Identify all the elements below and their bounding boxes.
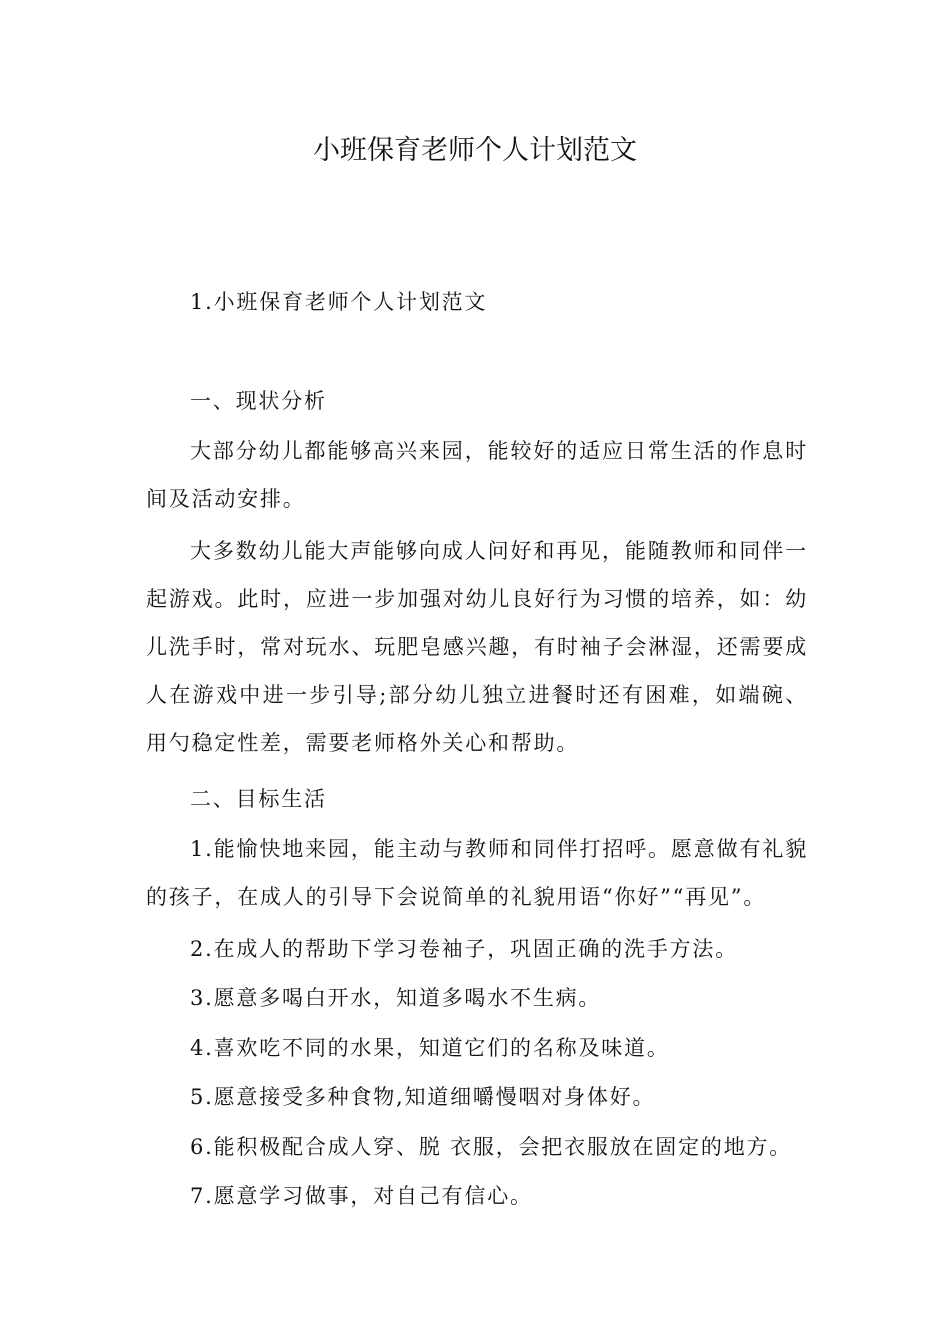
goal-item: 5.愿意接受多种食物,知道细嚼慢咽对身体好。 [190,1085,656,1109]
goal-item: 7.愿意学习做事，对自己有信心。 [190,1184,533,1208]
goal-item: 2.在成人的帮助下学习卷袖子，巩固正确的洗手方法。 [190,937,739,961]
part1-paragraph: 大多数幼儿能大声能够向成人问好和再见，能随教师和同伴一起游戏。此时，应进一步加强对幼儿良好行为习惯的培养，如：幼儿洗手时，常对玩水、玩肥皂感兴趣，有时袖子会淋湿，还需要成人在游戏中进一步引导;部分幼儿独立进餐时还有困难，如端碗、用勺稳定性差，需要老师格外关心和帮助。 [146,539,808,755]
goal-item: 6.能积极配合成人穿、脱 衣服，会把衣服放在固定的地方。 [190,1135,793,1159]
goal-item: 3.愿意多喝白开水，知道多喝水不生病。 [190,986,602,1010]
section-heading: 1.小班保育老师个人计划范文 [190,290,488,314]
part2-heading: 二、目标生活 [190,787,327,811]
part1-heading: 一、现状分析 [190,389,327,413]
goal-item: 4.喜欢吃不同的水果，知道它们的名称及味道。 [190,1036,670,1060]
goal-item: 1.能愉快地来园，能主动与教师和同伴打招呼。愿意做有礼貌的孩子，在成人的引导下会说简单的礼貌用语“你好”“再见”。 [146,837,808,909]
document-title: 小班保育老师个人计划范文 [313,135,637,166]
part1-paragraph: 大部分幼儿都能够高兴来园，能较好的适应日常生活的作息时间及活动安排。 [146,439,808,511]
